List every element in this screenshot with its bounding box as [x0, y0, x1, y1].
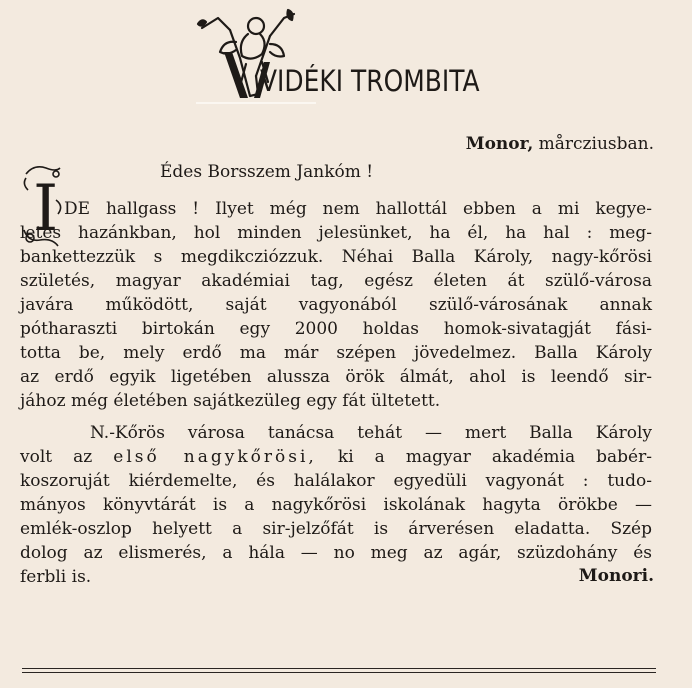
- body-text: volt az: [20, 447, 93, 467]
- body-line: pótharaszti birtokán egy 2000 holdas homok-sivatagját fási-: [20, 319, 652, 339]
- body-line: bankettezzük s megdikcziózzuk. Néhai Balla Károly, nagy-kőrösi: [20, 247, 652, 267]
- signature: Monori.: [578, 566, 654, 586]
- masthead-title: VIDÉKI TROMBITA: [260, 64, 480, 98]
- body-line: ferbli is.: [20, 567, 92, 587]
- body-line: javára működött, saját vagyonából szülő-városának annak: [20, 295, 652, 315]
- body-text: ki a magyar akadémia babér-: [337, 447, 652, 467]
- masthead-underline: [196, 102, 316, 104]
- body-line: emlék-oszlop helyett a sir-jelzőfát is árverésen eladatta. Szép: [20, 519, 652, 539]
- masthead: [196, 6, 496, 102]
- body-line: DE hallgass ! Ilyet még nem hallottál ebben a mi kegye-: [64, 199, 652, 219]
- body-line: koszoruját kiérdemelte, és halálakor egyedüli vagyonát : tudo-: [20, 471, 652, 491]
- body-line: N.-Kőrös városa tanácsa tehát — mert Balla Károly: [90, 423, 652, 443]
- body-line: az erdő egyik ligetében alussza örök álmát, ahol is leendő sir-: [20, 367, 652, 387]
- emphasized-text: első nagykőrösi,: [113, 447, 317, 467]
- salutation: Édes Borsszem Jankóm !: [160, 162, 374, 182]
- body-line: születés, magyar akadémiai tag, egész életen át szülő-városa: [20, 271, 652, 291]
- bottom-rule: [22, 672, 656, 673]
- dateline-date: mårcziusban.: [538, 134, 654, 154]
- body-line: letes hazánkban, hol minden jelesünket, ha él, ha hal : meg-: [20, 223, 652, 243]
- bottom-rule: [22, 668, 656, 669]
- dropcap-letter: I: [33, 172, 59, 246]
- body-line: totta be, mely erdő ma már szépen jövedelmez. Balla Károly: [20, 343, 652, 363]
- body-line: dolog az elismerés, a hála — no meg az agár, szüzdohány és: [20, 543, 652, 563]
- body-line: jához még életében sajátkezüleg egy fát ültetett.: [20, 391, 441, 411]
- dateline: [466, 134, 654, 154]
- body-line: [20, 446, 652, 468]
- body-line: mányos könyvtárát is a nagykőrösi iskolának hagyta örökbe —: [20, 495, 652, 515]
- dateline-place: Monor,: [465, 134, 534, 154]
